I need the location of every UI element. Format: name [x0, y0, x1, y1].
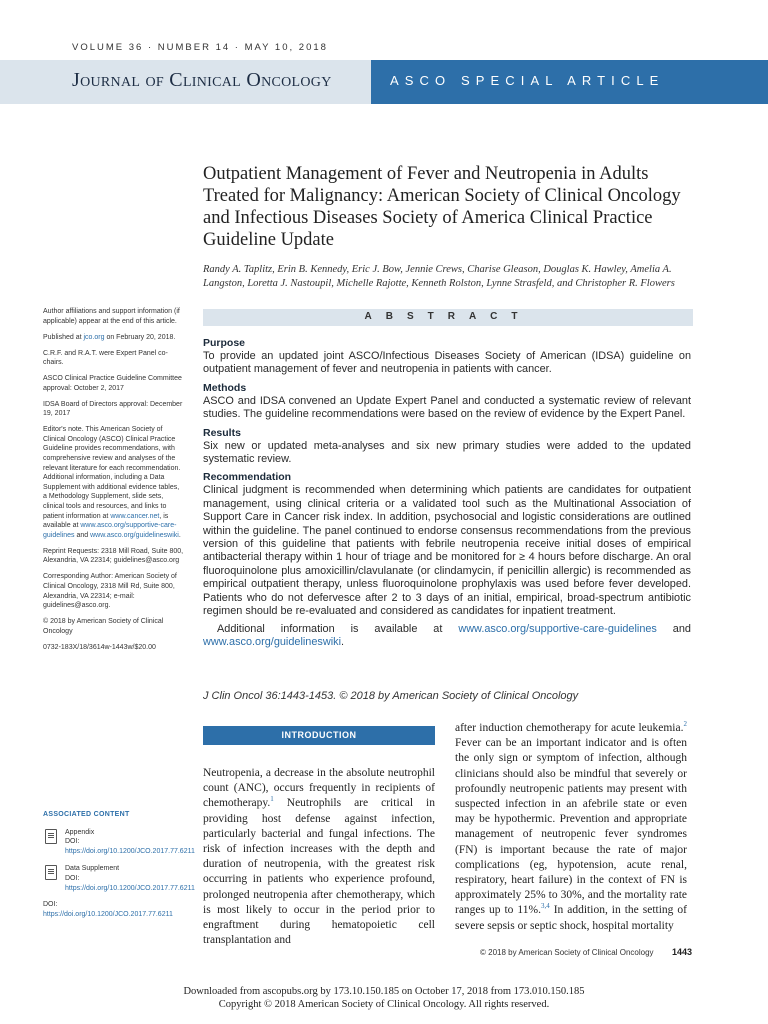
cancer-net-link[interactable]: www.cancer.net	[110, 512, 160, 520]
associated-content-title: ASSOCIATED CONTENT	[43, 811, 130, 818]
published-note: Published at jco.org on February 20, 2018.	[43, 333, 176, 341]
recommendation-heading: Recommendation	[203, 471, 292, 484]
body-column-left	[203, 766, 435, 948]
corresponding-author: Corresponding Author: American Society of Clinical Oncology, 2318 Mill Rd, Suite 800, Alexandria, VA 22314; e-mail: guidelines@asco.org.	[43, 573, 177, 610]
data-supplement-doi-link[interactable]: https://doi.org/10.1200/JCO.2017.77.6211	[65, 884, 195, 892]
document-icon	[45, 829, 57, 844]
body-column-right	[455, 721, 687, 934]
jco-link[interactable]: jco.org	[83, 333, 105, 341]
page-number: 1443	[672, 947, 693, 957]
abstract-body	[203, 336, 691, 653]
reference-3-4[interactable]: 3,4	[540, 902, 550, 911]
journal-header-bar	[0, 60, 768, 104]
journal-name-panel	[0, 60, 371, 104]
introduction-heading: INTRODUCTION	[281, 730, 357, 740]
document-icon	[45, 865, 57, 880]
reference-2[interactable]: 2	[683, 720, 687, 729]
purpose-heading: Purpose	[203, 337, 246, 349]
abstract-header-bar	[203, 309, 693, 326]
results-text: Six new or updated meta-analyses and six new primary studies were added to the updated systematic review.	[203, 439, 691, 466]
board-approval: IDSA Board of Directors approval: December 19, 2017	[43, 400, 183, 418]
reference-1[interactable]: 1	[270, 795, 274, 804]
committee-approval: ASCO Clinical Practice Guideline Committee approval: October 2, 2017	[43, 375, 182, 392]
article-doi: DOI: https://doi.org/10.1200/JCO.2017.77.6211	[43, 901, 173, 918]
intro-paragraph-continued: after induction chemotherapy for acute leukemia.$^2$ Fever can be an important indicator and is often the only sign or symptom of infection, although clinicians should also be mindful that severely or profoundly neutropenic patients may present with suspected infection in an afebrile state or even may be hypothermic. Prevention and appropriate management of neutropenic fever syndromes (FN) is important because the rate of major complications (eg, hypotension, acute renal, respiratory, heart failure) in the context of FN is approximately 25% to 30%, and the mortality rate ranges up to 11%.$^{3,4}$ In addition, in the setting of severe sepsis or septic shock, hospital mortality	[455, 720, 687, 932]
additional-info: Additional information is available at www.asco.org/supportive-care-guidelines and www.asco.org/guidelineswiki.	[203, 622, 691, 648]
download-copyright: Copyright © 2018 American Society of Clinical Oncology. All rights reserved.	[218, 998, 550, 1010]
article-info-sidebar	[43, 307, 185, 659]
purpose-text: To provide an updated joint ASCO/Infectious Diseases Society of American (IDSA) guideline on outpatient management of fever and neutropenia in patients with cancer.	[203, 350, 691, 376]
article-type: ASCO SPECIAL ARTICLE	[390, 73, 665, 88]
editors-note: Editor's note. This American Society of Clinical Oncology (ASCO) Clinical Practice Guideline provides recommendations, with comprehensive review and analyses of the relevant literature for each recommendation. Additional information, including a Data Supplement with additional evidence tables, a Methodology Supplement, slide sets, clinical tools and resources, and links to patient information at www.cancer.net, is available at www.asco.org/supportive-care-guidelines and www.asco.org/guidelineswiki.	[43, 426, 181, 539]
download-line: Downloaded from ascopubs.org by 173.10.150.185 on October 17, 2018 from 173.010.150.185	[183, 986, 585, 997]
abstract-label: ABSTRACT	[364, 311, 532, 322]
article-doi-link[interactable]: https://doi.org/10.1200/JCO.2017.77.6211	[43, 910, 173, 918]
reprint-requests: Reprint Requests: 2318 Mill Road, Suite 800, Alexandria, VA 22314; guidelines@asco.org	[43, 547, 184, 565]
appendix-doi-link[interactable]: https://doi.org/10.1200/JCO.2017.77.6211	[65, 847, 195, 855]
issn-line: 0732-183X/18/3614w-1443w/$20.00	[43, 643, 156, 651]
guidelineswiki-link[interactable]: www.asco.org/guidelineswiki	[90, 531, 179, 539]
journal-name: Journal of Clinical Oncology	[72, 69, 332, 91]
supportive-care-link[interactable]: www.asco.org/supportive-care-guidelines	[43, 522, 177, 539]
article-type-panel	[371, 60, 768, 104]
download-notice	[0, 986, 768, 1011]
intro-paragraph: Neutropenia, a decrease in the absolute neutrophil count (ANC), occurs frequently in recipients of chemotherapy.$^1$ Neutrophils are critical in providing host defense against infection, particularly bacterial and fungal infections. The risk of infection increases with the depth and duration of neutropenia, with the greatest risk occurring in patients who experience profound, prolonged neutropenia after chemotherapy, which is most likely to occur in the period prior to engraftment during hematopoietic cell transplantation and	[203, 767, 435, 947]
recommendation-text: Clinical judgment is recommended when determining which patients are candidates for outpatient management, using clinical criteria or a validated tool such as the Multinational Association of Support Care in Cancer risk index. In addition, psychosocial and logistic considerations are outlined within the guideline. The panel continued to endorse consensus recommendations from the previous version of this guideline that patients with febrile neutropenia receive initial doses of empirical antibacterial therapy within 1 hour of triage and be monitored for ≥ 4 hours before discharge. An oral fluoroquinolone plus amoxicillin/clavulanate (or clindamycin, if penicillin allergic) is recommended as empirical outpatient therapy, unless fluoroquinolone prophylaxis was used before fever developed. Patients who do not defervesce after 2 to 3 days of an initial, empirical, broad-spectrum antibiotic regimen should be re-evaluated and considered as candidates for inpatient treatment.	[203, 484, 691, 618]
results-heading: Results	[203, 426, 241, 439]
affiliations-note: Author affiliations and support information (if applicable) appear at the end of this article.	[43, 308, 180, 325]
author-list: Randy A. Taplitz, Erin B. Kennedy, Eric J. Bow, Jennie Crews, Charise Gleason, Douglas K. Hawley, Amelia A. Langston, Loretta J. Nastoupil, Michelle Rajotte, Kenneth Rolston, Lynne Strasfeld, and Christopher R. Flowers	[203, 264, 675, 289]
associated-content	[43, 810, 195, 919]
footer-copyright: © 2018 by American Society of Clinical Oncology	[480, 948, 654, 957]
sidebar-copyright: © 2018 by American Society of Clinical Oncology	[43, 618, 164, 635]
introduction-header-bar	[203, 726, 435, 745]
appendix-item[interactable]: Appendix DOI: https://doi.org/10.1200/JCO.2017.77.6211	[43, 828, 183, 857]
article-title: Outpatient Management of Fever and Neutropenia in Adults Treated for Malignancy: American Society of Clinical Oncology and Infectious Diseases Society of America Clinical Practice Guideline Update	[203, 164, 681, 250]
cochairs-note: C.R.F. and R.A.T. were Expert Panel co-chairs.	[43, 349, 168, 367]
methods-heading: Methods	[203, 381, 247, 394]
citation-line: J Clin Oncol 36:1443-1453. © 2018 by American Society of Clinical Oncology	[203, 690, 579, 702]
volume-line: VOLUME 36 · NUMBER 14 · MAY 10, 2018	[72, 42, 328, 53]
additional-supportive-care-link[interactable]: www.asco.org/supportive-care-guidelines	[458, 622, 657, 635]
methods-text: ASCO and IDSA convened an Update Expert Panel and conducted a systematic review of relevant studies. The guideline recommendations were based on the review of evidence by the Expert Panel.	[203, 394, 691, 421]
data-supplement-label: Data Supplement	[65, 865, 120, 873]
additional-guidelineswiki-link[interactable]: www.asco.org/guidelineswiki	[203, 635, 342, 648]
data-supplement-item[interactable]: Data Supplement DOI: https://doi.org/10.1200/JCO.2017.77.6211	[43, 864, 183, 893]
appendix-label: Appendix	[65, 828, 95, 836]
